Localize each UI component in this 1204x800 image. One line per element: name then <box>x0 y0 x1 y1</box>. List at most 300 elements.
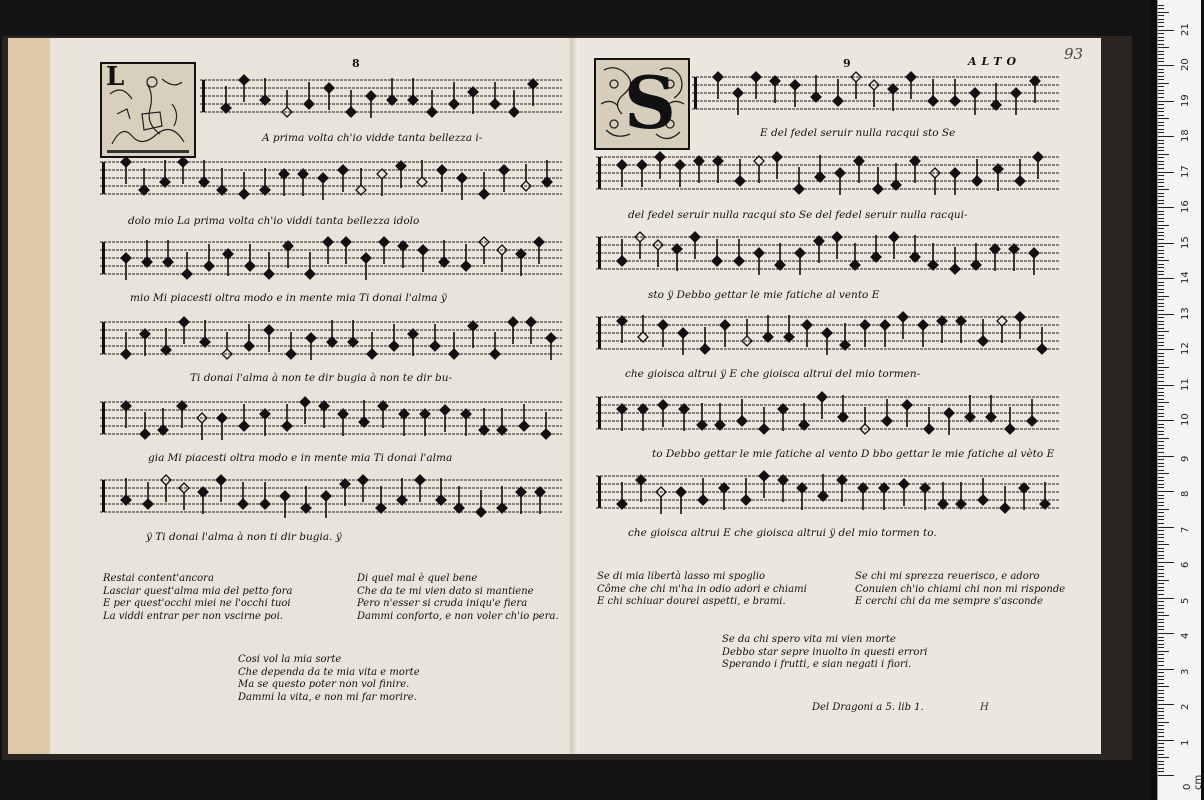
ruler-tick <box>1158 186 1164 187</box>
verse-line: Lasciar quest'alma mia del petto fora <box>103 585 293 597</box>
ruler-tick <box>1158 111 1164 112</box>
ruler-tick <box>1158 86 1164 87</box>
ruler-tick <box>1158 40 1164 41</box>
ruler-tick <box>1158 243 1174 244</box>
verse-stanza <box>855 571 1065 609</box>
initial-letter-right: S <box>624 60 676 145</box>
ruler-tick <box>1158 161 1164 162</box>
verse-line: Pero n'esser si cruda iniqu'e fiera <box>357 598 528 609</box>
ruler-tick <box>1158 118 1169 119</box>
ruler-tick <box>1158 235 1164 236</box>
ruler-tick <box>1158 44 1164 45</box>
ruler-tick <box>1158 740 1174 741</box>
ruler-tick <box>1158 345 1164 346</box>
ruler-tick <box>1158 704 1174 705</box>
ruler-tick <box>1158 143 1164 144</box>
lyric-line: gia Mi piacesti oltra modo e in mente mia Ti donai l'alma <box>148 452 453 464</box>
initial-letter-left: L <box>106 62 125 92</box>
music-staff <box>100 396 562 446</box>
ruler-tick <box>1158 5 1164 6</box>
ruler-tick <box>1158 225 1169 226</box>
ruler-tick <box>1158 129 1164 130</box>
measurement-ruler <box>1157 0 1204 800</box>
ruler-tick <box>1158 140 1164 141</box>
ruler-tick <box>1158 637 1164 638</box>
verse-line: Côme che chi m'ha in odio adori e chiami <box>597 583 807 595</box>
verse-stanza <box>597 571 807 609</box>
verse-line: Se chi mi sprezza reuerisco, e adoro <box>855 571 1040 582</box>
lyric-line: che gioisca altrui E che gioisca altrui ÿ del mio tormen to. <box>628 527 937 539</box>
ruler-label: 20 <box>1180 58 1191 71</box>
ruler-tick <box>1158 296 1169 297</box>
ruler-tick <box>1158 108 1164 109</box>
composer-credit: Del Dragoni a 5. lib 1. <box>812 702 924 713</box>
ruler-tick <box>1158 431 1164 432</box>
ruler-tick <box>1158 253 1164 254</box>
ruler-tick <box>1158 342 1164 343</box>
ruler-tick <box>1158 445 1164 446</box>
ruler-tick <box>1158 473 1169 474</box>
ruler-tick <box>1158 640 1164 641</box>
ruler-tick <box>1158 136 1174 137</box>
ruler-tick <box>1158 619 1164 620</box>
ruler-tick <box>1158 775 1174 776</box>
ruler-tick <box>1158 353 1164 354</box>
ruler-tick <box>1158 725 1164 726</box>
ruler-tick <box>1158 61 1164 62</box>
ruler-tick <box>1158 448 1164 449</box>
lyric-line: dolo mio La prima volta ch'io viddi tanta bellezza idolo <box>128 215 420 227</box>
ruler-label: 17 <box>1180 164 1191 178</box>
verse-line: Restai content'ancora <box>103 573 214 584</box>
ruler-tick <box>1158 97 1164 98</box>
ruler-tick <box>1158 122 1164 123</box>
ruler-label: 6 <box>1180 561 1191 568</box>
ruler-tick <box>1158 541 1164 542</box>
ruler-tick <box>1158 196 1164 197</box>
music-staff <box>692 71 1060 121</box>
ruler-label: 21 <box>1180 22 1191 36</box>
ruler-tick <box>1158 615 1169 616</box>
ruler-tick <box>1158 58 1164 59</box>
ruler-tick <box>1158 30 1174 31</box>
ruler-tick <box>1158 480 1164 481</box>
ruler-label: 3 <box>1180 668 1191 675</box>
music-staff <box>596 311 1060 361</box>
ruler-label: 10 <box>1180 413 1191 426</box>
ruler-tick <box>1158 672 1164 673</box>
ruler-tick <box>1158 207 1174 208</box>
ruler-tick <box>1158 555 1164 556</box>
ruler-tick <box>1158 729 1164 730</box>
lyric-line: del fedel seruir nulla racqui sto Se del fedel seruir nulla racqui- <box>628 209 968 221</box>
ruler-tick <box>1158 104 1164 105</box>
ruler-tick <box>1158 150 1164 151</box>
ruler-tick <box>1158 569 1164 570</box>
ruler-tick <box>1158 22 1164 23</box>
ruler-tick <box>1158 285 1164 286</box>
music-staff <box>100 474 562 524</box>
ruler-tick <box>1158 771 1164 772</box>
ruler-tick <box>1158 686 1169 687</box>
ruler-tick <box>1158 580 1169 581</box>
ruler-tick <box>1158 491 1174 492</box>
ruler-tick <box>1158 608 1164 609</box>
ruler-tick <box>1158 395 1164 396</box>
folio-number: 93 <box>1064 45 1084 63</box>
ruler-label: 1 <box>1180 739 1191 746</box>
ruler-tick <box>1158 732 1164 733</box>
ruler-tick <box>1158 576 1164 577</box>
ruler-tick <box>1158 349 1174 350</box>
lyric-line: mio Mi piacesti oltra modo e in mente mia Ti donai l'alma ÿ <box>130 292 447 304</box>
music-staff <box>596 151 1060 201</box>
ruler-tick <box>1158 154 1169 155</box>
ruler-tick <box>1158 367 1169 368</box>
ruler-tick <box>1158 12 1169 13</box>
ruler-tick <box>1158 33 1164 34</box>
ruler-tick <box>1158 676 1164 677</box>
ruler-tick <box>1158 267 1164 268</box>
ruler-tick <box>1158 761 1164 762</box>
ruler-tick <box>1158 257 1164 258</box>
ruler-tick <box>1158 477 1164 478</box>
ruler-tick <box>1158 708 1164 709</box>
ruler-label: 18 <box>1180 129 1191 142</box>
ruler-tick <box>1158 214 1164 215</box>
ruler-tick <box>1158 452 1164 453</box>
ruler-tick <box>1158 331 1169 332</box>
ruler-tick <box>1158 693 1164 694</box>
lyric-line: Ti donai l'alma à non te dir bugia à non te dir bu- <box>190 372 453 384</box>
ruler-unit-label: 0 cm <box>1182 774 1204 790</box>
verse-line: Debbo star sepre inuolto in questi errori <box>722 646 928 658</box>
ruler-tick <box>1158 157 1164 158</box>
verse-line: E cerchi chi da me sempre s'asconde <box>855 596 1043 607</box>
verse-line: E chi schiuar dourei aspetti, e brami. <box>597 596 786 607</box>
ruler-tick <box>1158 189 1169 190</box>
verse-line: Dammi conforto, e non voler ch'io pera. <box>357 610 559 622</box>
ruler-tick <box>1158 495 1164 496</box>
ruler-tick <box>1158 299 1164 300</box>
music-staff <box>100 236 562 286</box>
verse-line: E per quest'occhi miei ne l'occhi tuoi <box>103 598 291 609</box>
ruler-label: 8 <box>1180 490 1191 497</box>
ruler-label: 7 <box>1180 526 1191 533</box>
verse-line: Che da te mi vien dato si mantiene <box>357 585 534 597</box>
ruler-tick <box>1158 523 1164 524</box>
ruler-tick <box>1158 590 1164 591</box>
ruler-label: 12 <box>1180 342 1191 355</box>
ruler-tick <box>1158 314 1174 315</box>
ruler-tick <box>1158 551 1164 552</box>
ruler-tick <box>1158 757 1169 758</box>
ruler-tick <box>1158 221 1164 222</box>
ruler-tick <box>1158 132 1164 133</box>
verse-line: Se di mia libertà lasso mi spoglio <box>597 571 766 582</box>
ruler-tick <box>1158 764 1164 765</box>
ruler-tick <box>1158 19 1164 20</box>
ruler-tick <box>1158 388 1164 389</box>
ruler-tick <box>1158 402 1169 403</box>
ruler-tick <box>1158 722 1169 723</box>
ruler-tick <box>1158 416 1164 417</box>
verse-stanza <box>722 634 927 672</box>
ruler-tick <box>1158 427 1164 428</box>
ruler-tick <box>1158 15 1164 16</box>
ruler-label: 2 <box>1180 703 1191 710</box>
lyric-line: A prima volta ch'io vidde tanta bellezza i- <box>262 132 483 144</box>
ruler-tick <box>1158 182 1164 183</box>
verse-line: Che dependa da te mia vita e morte <box>238 666 420 678</box>
ruler-tick <box>1158 626 1164 627</box>
ruler-tick <box>1158 399 1164 400</box>
music-staff <box>200 74 562 124</box>
ruler-tick <box>1158 594 1164 595</box>
ruler-tick <box>1158 392 1164 393</box>
voice-part-label: ALTO <box>968 55 1022 68</box>
ruler-label: 16 <box>1180 200 1191 213</box>
ruler-tick <box>1158 718 1164 719</box>
ruler-tick <box>1158 274 1164 275</box>
ruler-tick <box>1158 93 1164 94</box>
ruler-tick <box>1158 651 1169 652</box>
ruler-label: 9 <box>1180 455 1191 462</box>
ruler-tick <box>1158 335 1164 336</box>
ruler-tick <box>1158 203 1164 204</box>
ruler-tick <box>1158 516 1164 517</box>
lyric-line: che gioisca altrui ÿ E che gioisca altrui del mio tormen- <box>625 368 921 380</box>
music-staff <box>596 470 1060 520</box>
lyric-line: ÿ Ti donai l'alma à non ti dir bugia. ÿ <box>146 531 342 543</box>
ruler-tick <box>1158 441 1164 442</box>
ruler-tick <box>1158 406 1164 407</box>
left-page-edge <box>8 38 50 754</box>
ruler-tick <box>1158 754 1164 755</box>
music-staff <box>596 231 1060 281</box>
ruler-tick <box>1158 168 1164 169</box>
ruler-tick <box>1158 658 1164 659</box>
ruler-tick <box>1158 512 1164 513</box>
ruler-label: 13 <box>1180 306 1191 320</box>
ruler-tick <box>1158 661 1164 662</box>
ruler-tick <box>1158 324 1164 325</box>
lyric-line: E del fedel seruir nulla racqui sto Se <box>760 127 956 139</box>
ruler-tick <box>1158 90 1164 91</box>
ruler-tick <box>1158 487 1164 488</box>
ruler-tick <box>1158 622 1164 623</box>
ruler-tick <box>1158 544 1169 545</box>
ruler-tick <box>1158 179 1164 180</box>
ruler-tick <box>1158 558 1164 559</box>
ruler-tick <box>1158 583 1164 584</box>
left-page-number: 8 <box>352 57 360 70</box>
ruler-tick <box>1158 385 1174 386</box>
ruler-tick <box>1158 175 1164 176</box>
ruler-tick <box>1158 747 1164 748</box>
gathering-signature: H <box>980 702 989 713</box>
ruler-tick <box>1158 612 1164 613</box>
ruler-tick <box>1158 527 1174 528</box>
ruler-tick <box>1158 697 1164 698</box>
ruler-tick <box>1158 164 1164 165</box>
ruler-tick <box>1158 193 1164 194</box>
ruler-tick <box>1158 498 1164 499</box>
ruler-tick <box>1158 289 1164 290</box>
ruler-tick <box>1158 69 1164 70</box>
ruler-tick <box>1158 360 1164 361</box>
ruler-tick <box>1158 115 1164 116</box>
music-staff <box>100 156 562 206</box>
lyric-line: to Debbo gettar le mie fatiche al vento D bbo gettar le mie fatiche al vèto E <box>652 448 1055 460</box>
verse-stanza <box>238 654 420 704</box>
ruler-tick <box>1158 690 1164 691</box>
ruler-tick <box>1158 303 1164 304</box>
ruler-tick <box>1158 715 1164 716</box>
verse-line: Ma se questo poter non vol finire. <box>238 679 410 690</box>
ruler-tick <box>1158 434 1164 435</box>
ruler-tick <box>1158 679 1164 680</box>
ruler-tick <box>1158 750 1164 751</box>
ruler-tick <box>1158 534 1164 535</box>
ruler-tick <box>1158 271 1164 272</box>
ruler-tick <box>1158 218 1164 219</box>
ruler-tick <box>1158 413 1164 414</box>
music-staff <box>100 316 562 366</box>
ruler-tick <box>1158 484 1164 485</box>
ruler-tick <box>1158 438 1169 439</box>
ruler-tick <box>1158 147 1164 148</box>
lyric-line: sto ÿ Debbo gettar le mie fatiche al vento E <box>648 289 880 301</box>
ruler-label: 4 <box>1180 632 1191 639</box>
ruler-tick <box>1158 278 1174 279</box>
ruler-tick <box>1158 470 1164 471</box>
ruler-label: 11 <box>1180 377 1191 391</box>
ruler-tick <box>1158 125 1164 126</box>
ruler-tick <box>1158 519 1164 520</box>
right-page-number: 9 <box>843 57 851 70</box>
ruler-tick <box>1158 282 1164 283</box>
ruler-tick <box>1158 250 1164 251</box>
ruler-tick <box>1158 566 1164 567</box>
ruler-tick <box>1158 505 1164 506</box>
ruler-tick <box>1158 562 1174 563</box>
ruler-tick <box>1158 8 1164 9</box>
ruler-tick <box>1158 228 1164 229</box>
ruler-tick <box>1158 292 1164 293</box>
ruler-tick <box>1158 537 1164 538</box>
ruler-label: 19 <box>1180 93 1191 107</box>
ruler-tick <box>1158 239 1164 240</box>
ruler-tick <box>1158 200 1164 201</box>
ruler-tick <box>1158 768 1164 769</box>
ruler-tick <box>1158 605 1164 606</box>
ruler-tick <box>1158 530 1164 531</box>
ruler-tick <box>1158 246 1164 247</box>
ruler-tick <box>1158 629 1164 630</box>
ruler-tick <box>1158 573 1164 574</box>
ruler-tick <box>1158 654 1164 655</box>
ruler-tick <box>1158 598 1174 599</box>
ruler-tick <box>1158 321 1164 322</box>
decorated-initial-left <box>100 62 196 158</box>
ruler-label: 5 <box>1180 597 1191 604</box>
verse-line: La viddi entrar per non vscirne poi. <box>103 610 283 622</box>
verse-line: Dammi la vita, e non mi far morire. <box>238 691 417 703</box>
ruler-tick <box>1158 317 1164 318</box>
ruler-tick <box>1158 370 1164 371</box>
ruler-tick <box>1158 83 1169 84</box>
ruler-tick <box>1158 232 1164 233</box>
ruler-tick <box>1158 463 1164 464</box>
ruler-tick <box>1158 456 1174 457</box>
ruler-tick <box>1158 647 1164 648</box>
ruler-tick <box>1158 420 1174 421</box>
ruler-tick <box>1158 37 1164 38</box>
ruler-tick <box>1158 374 1164 375</box>
music-staff <box>596 391 1060 441</box>
ruler-tick <box>1158 72 1164 73</box>
ruler-tick <box>1158 47 1169 48</box>
ruler-tick <box>1158 51 1164 52</box>
ruler-tick <box>1158 601 1164 602</box>
verse-line: Cosi vol la mia sorte <box>238 654 342 665</box>
ruler-tick <box>1158 328 1164 329</box>
ruler-tick <box>1158 548 1164 549</box>
ruler-tick <box>1158 502 1164 503</box>
ruler-tick <box>1158 743 1164 744</box>
decorated-initial-right <box>594 58 690 150</box>
ruler-tick <box>1158 700 1164 701</box>
ruler-tick <box>1158 356 1164 357</box>
ruler-tick <box>1158 683 1164 684</box>
ruler-tick <box>1158 736 1164 737</box>
ruler-tick <box>1158 665 1164 666</box>
ruler-tick <box>1158 711 1164 712</box>
ruler-tick <box>1158 381 1164 382</box>
ruler-tick <box>1158 363 1164 364</box>
ruler-tick <box>1158 76 1164 77</box>
ruler-tick <box>1158 264 1164 265</box>
ruler-tick <box>1158 509 1169 510</box>
ruler-tick <box>1158 65 1174 66</box>
ruler-tick <box>1158 172 1174 173</box>
ruler-tick <box>1158 459 1164 460</box>
ruler-tick <box>1158 377 1164 378</box>
ruler-tick <box>1158 669 1174 670</box>
ruler-tick <box>1158 409 1164 410</box>
ruler-tick <box>1158 101 1174 102</box>
ruler-tick <box>1158 424 1164 425</box>
verse-line: Conuien ch'io chiami chi non mi risponde <box>855 583 1066 595</box>
verse-stanza <box>357 573 559 623</box>
ruler-label: 14 <box>1180 271 1191 284</box>
ruler-tick <box>1158 466 1164 467</box>
verse-line: Sperando i frutti, e sian negati i fiori. <box>722 659 912 670</box>
ruler-tick <box>1158 306 1164 307</box>
ruler-tick <box>1158 338 1164 339</box>
ruler-tick <box>1158 644 1164 645</box>
ruler-tick <box>1158 260 1169 261</box>
ruler-tick <box>1158 211 1164 212</box>
verse-line: Se da chi spero vita mi vien morte <box>722 634 896 645</box>
ruler-tick <box>1158 633 1174 634</box>
verse-stanza <box>103 573 292 623</box>
ruler-tick <box>1158 79 1164 80</box>
ruler-label: 15 <box>1180 235 1191 249</box>
ruler-tick <box>1158 310 1164 311</box>
verse-line: Di quel mal è quel bene <box>357 573 478 584</box>
